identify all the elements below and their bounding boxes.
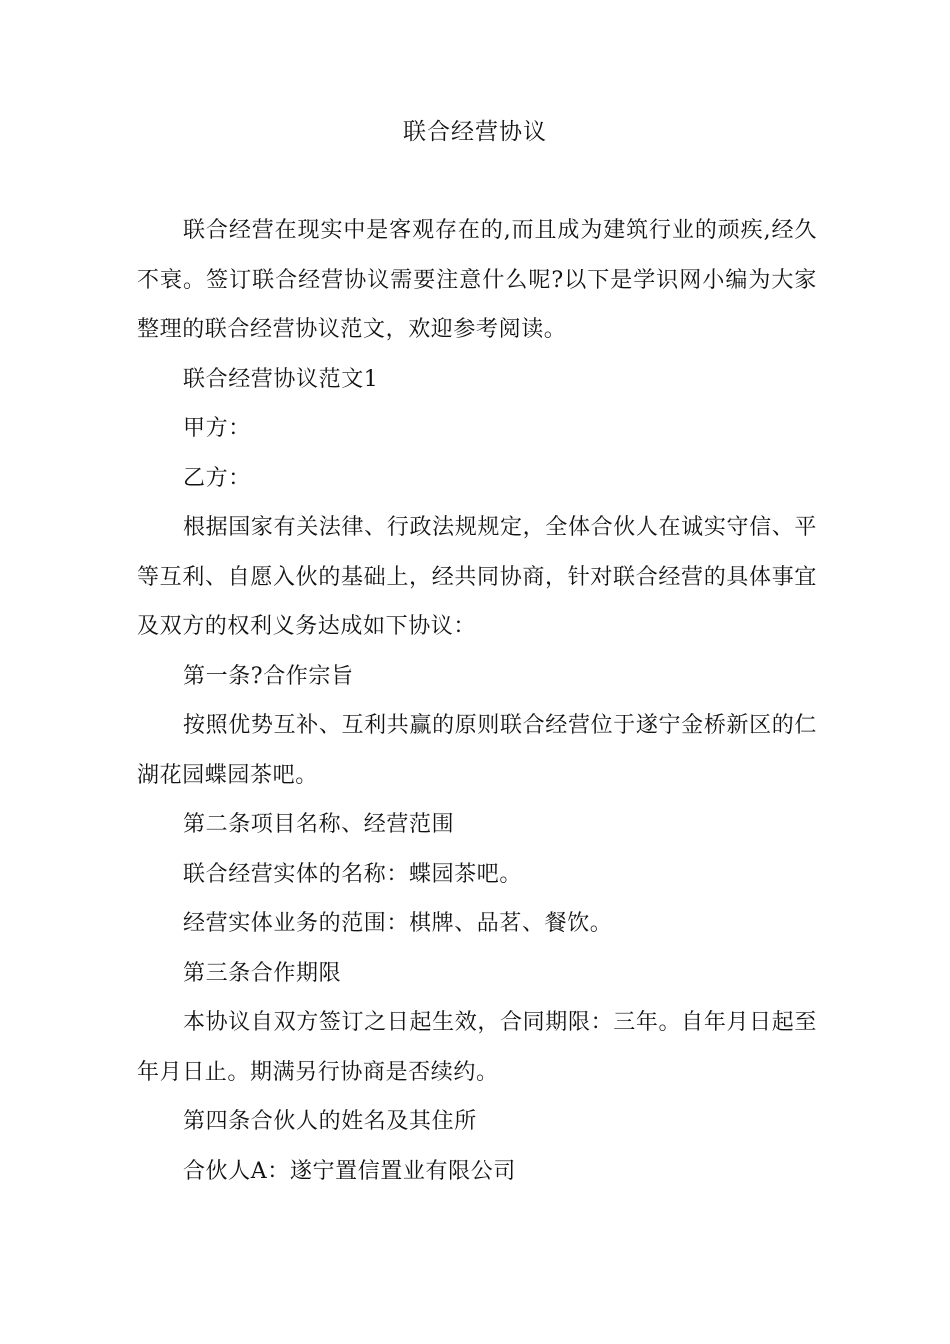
document-title: 联合经营协议: [403, 119, 547, 145]
article-1-text: 按照优势互补、互利共赢的原则联合经营位于遂宁金桥新区的仁湖花园蝶园茶吧。: [137, 713, 817, 788]
article-3-text: 本协议自双方签订之日起生效，合同期限：三年。自年月日起至年月日止。期满另行协商是否续约。: [137, 1010, 817, 1085]
document-body: [137, 206, 817, 1196]
article-3-heading: 第三条合作期限: [183, 960, 342, 986]
partner-a-line: 合伙人A：遂宁置信置业有限公司: [183, 1158, 516, 1184]
intro-paragraph: 联合经营在现实中是客观存在的,而且成为建筑行业的顽疾,经久不衰。签订联合经营协议需要注意什么呢?以下是学识网小编为大家整理的联合经营协议范文，欢迎参考阅读。: [137, 218, 817, 342]
article-2-entity-name: 联合经营实体的名称：蝶园茶吧。: [183, 861, 523, 887]
preamble-paragraph: 根据国家有关法律、行政法规规定，全体合伙人在诚实守信、平等互利、自愿入伙的基础上，经共同协商，针对联合经营的具体事宜及双方的权利义务达成如下协议：: [137, 515, 817, 639]
article-2-business-scope: 经营实体业务的范围：棋牌、品茗、餐饮。: [183, 911, 613, 936]
article-2-heading: 第二条项目名称、经营范围: [183, 812, 455, 837]
article-4-heading: 第四条合伙人的姓名及其住所: [183, 1109, 477, 1134]
party-b-line: 乙方：: [183, 465, 251, 491]
sample-heading: 联合经营协议范文1: [183, 366, 379, 392]
article-1-heading: 第一条?合作宗旨: [183, 663, 354, 689]
party-a-line: 甲方：: [183, 416, 251, 441]
